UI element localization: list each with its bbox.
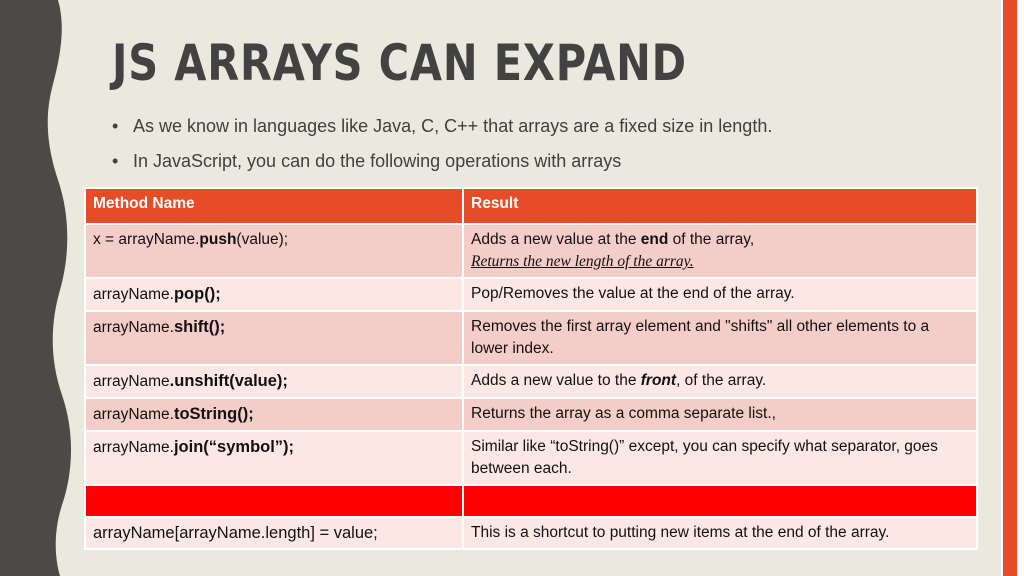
result-cell: Removes the first array element and "shifts" all other elements to a lower index.	[463, 311, 977, 365]
method-cell: x = arrayName.push(value);	[85, 224, 463, 278]
bullet-text: As we know in languages like Java, C, C++ that arrays are a fixed size in length.	[133, 116, 773, 136]
result-cell: This is a shortcut to putting new items at the end of the array.	[463, 517, 977, 549]
bullet-list	[112, 113, 772, 183]
result-cell: Returns the array as a comma separate list.,	[463, 398, 977, 431]
result-cell: Adds a new value at the end of the array, Returns the new length of the array.	[463, 224, 977, 278]
slide-title: JS ARRAYS CAN EXPAND	[112, 34, 687, 92]
result-cell: Similar like “toString()” except, you can specify what separator, goes between each.	[463, 431, 977, 485]
table-row	[85, 278, 977, 311]
result-cell: Pop/Removes the value at the end of the array.	[463, 278, 977, 311]
method-cell: arrayName.toString();	[85, 398, 463, 431]
bullet-text: In JavaScript, you can do the following operations with arrays	[133, 151, 622, 171]
separator-cell	[85, 485, 463, 517]
table-row	[85, 398, 977, 431]
table-row	[85, 311, 977, 365]
table-header-row	[85, 188, 977, 224]
method-cell: arrayName.join(“symbol”);	[85, 431, 463, 485]
method-cell: arrayName[arrayName.length] = value;	[85, 517, 463, 549]
method-cell: arrayName.shift();	[85, 311, 463, 365]
right-accent-bar	[1003, 0, 1017, 576]
method-cell: arrayName.unshift(value);	[85, 365, 463, 398]
bullet-item	[112, 148, 772, 174]
table-row	[85, 431, 977, 485]
bullet-dot: •	[112, 151, 119, 171]
result-note: Returns the new length of the array.	[471, 253, 694, 270]
table-row	[85, 365, 977, 398]
separator-row	[85, 485, 977, 517]
header-result: Result	[463, 188, 977, 224]
table-row-shortcut	[85, 517, 977, 549]
header-method-name: Method Name	[85, 188, 463, 224]
right-accent-strip	[1001, 0, 1024, 576]
array-methods-table	[84, 187, 978, 550]
separator-cell	[463, 485, 977, 517]
result-cell: Adds a new value to the front, of the array.	[463, 365, 977, 398]
table-row	[85, 224, 977, 278]
decorative-wavy-band	[0, 0, 80, 576]
method-cell: arrayName.pop();	[85, 278, 463, 311]
bullet-item	[112, 113, 772, 139]
bullet-dot: •	[112, 116, 119, 136]
